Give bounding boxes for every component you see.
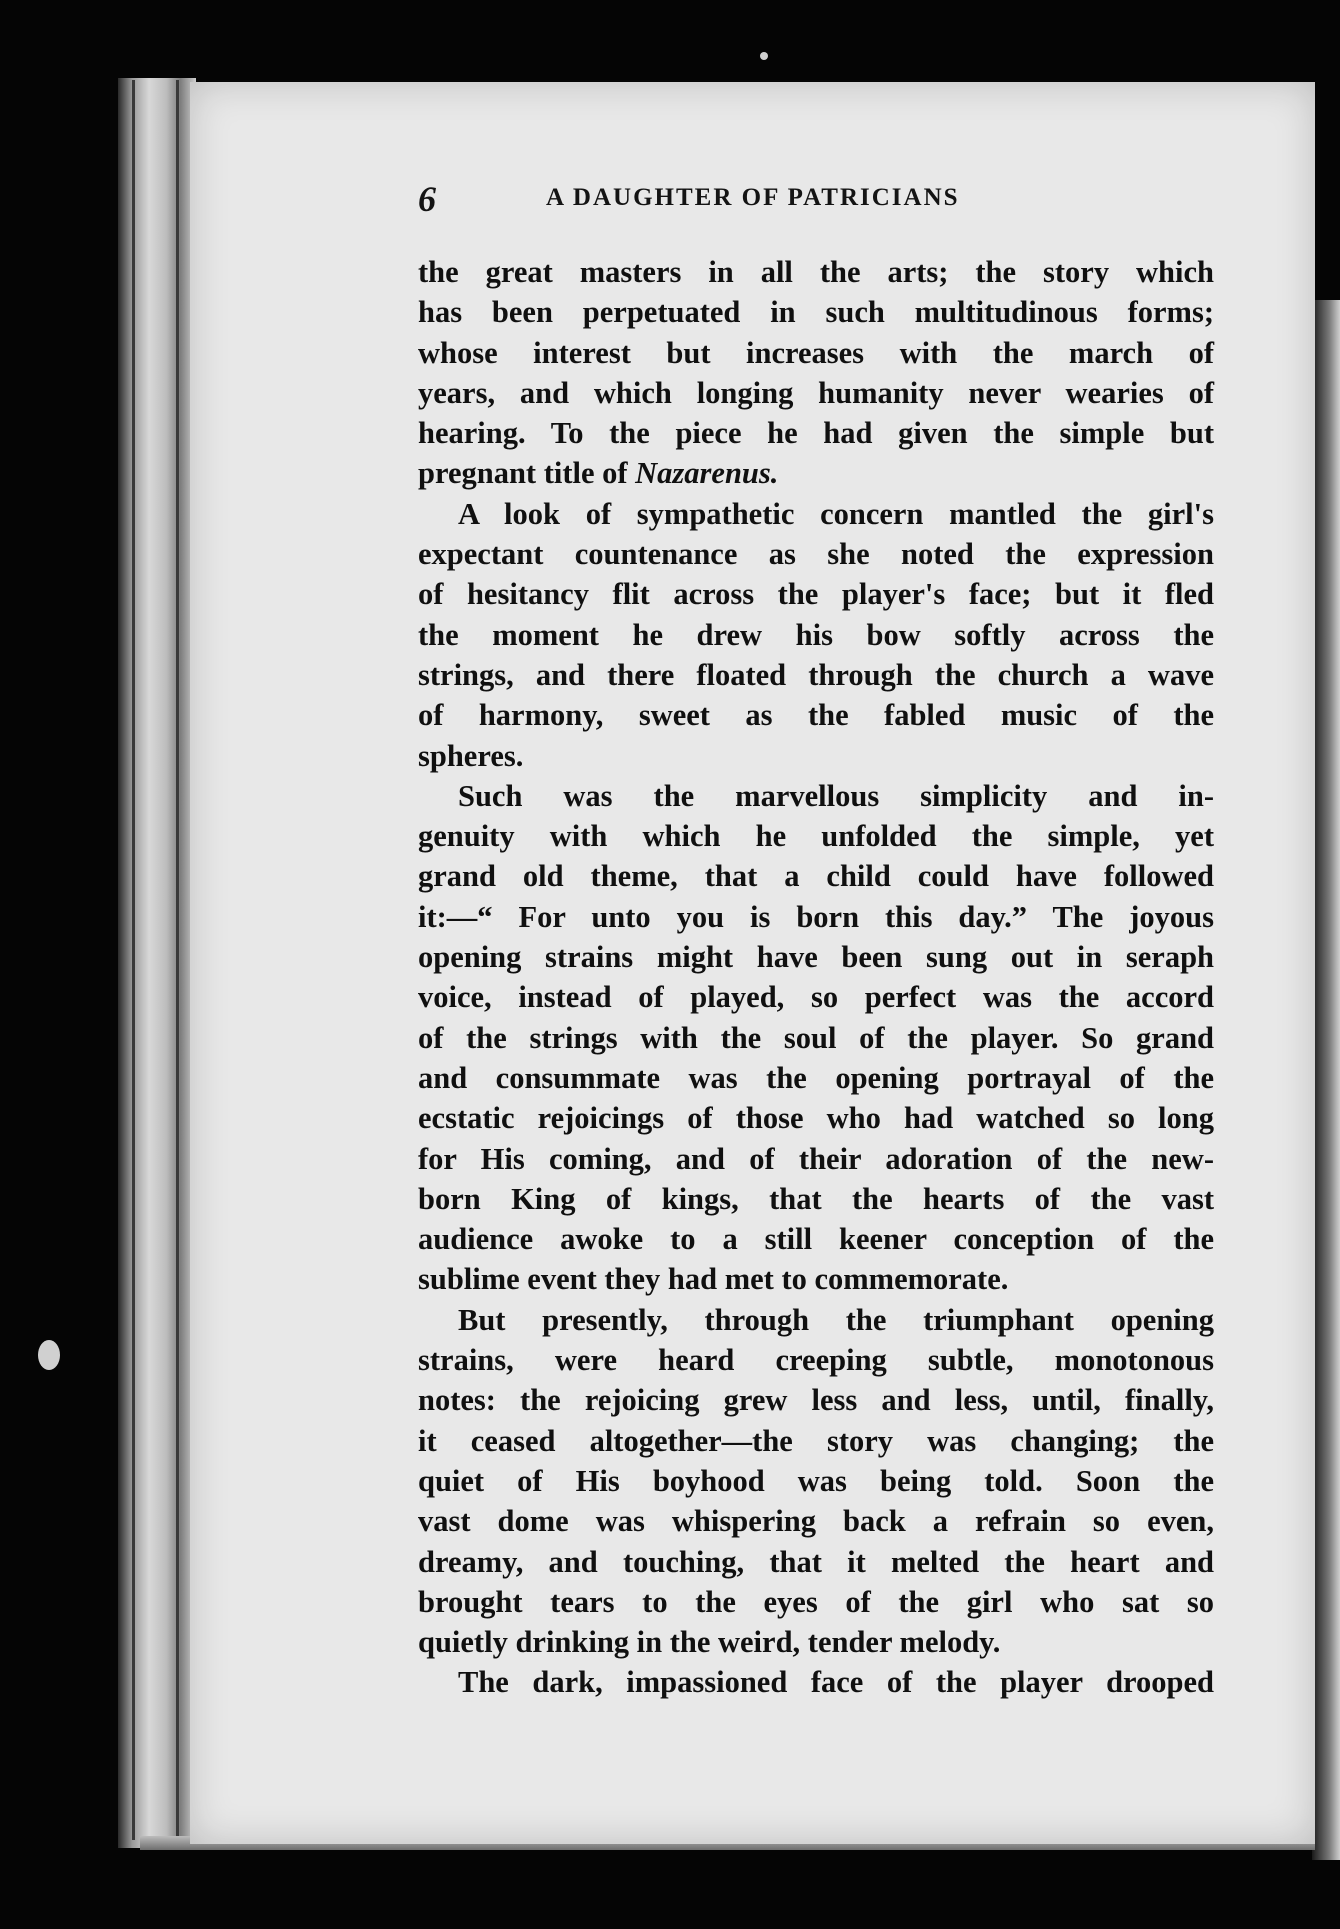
page-header	[418, 178, 1218, 226]
text-line	[418, 453, 1214, 493]
text-line	[418, 1622, 1214, 1662]
text-line-content: born King of kings, that the hearts of the vast	[418, 1181, 1214, 1216]
text-line-content: of the strings with the soul of the player. So grand	[418, 1020, 1214, 1055]
text-line-content: The dark, impassioned face of the player drooped	[458, 1665, 1214, 1700]
text-line-content: opening strains might have been sung out in seraph	[418, 940, 1214, 975]
text-line-content: grand old theme, that a child could have followed	[418, 859, 1214, 894]
text-line-content: Such was the marvellous simplicity and in-	[458, 778, 1214, 813]
text-line-content: genuity with which he unfolded the simple, yet	[418, 819, 1214, 854]
text-line-content: expectant countenance as she noted the expression	[418, 537, 1214, 572]
text-line	[418, 1259, 1214, 1299]
text-line	[418, 736, 1214, 776]
text-line-content: strings, and there floated through the church a wave	[418, 657, 1214, 692]
text-line	[418, 1340, 1214, 1380]
text-line-content: brought tears to the eyes of the girl who sat so	[418, 1584, 1214, 1619]
body-text	[418, 252, 1214, 1703]
text-line	[418, 776, 1214, 816]
text-line-content: pregnant title of	[418, 456, 628, 491]
text-line-content: voice, instead of played, so perfect was the accord	[418, 980, 1214, 1015]
text-line-content: quiet of His boyhood was being told. Soon the	[418, 1463, 1214, 1498]
text-line	[418, 1501, 1214, 1541]
text-line	[418, 816, 1214, 856]
text-line-content: spheres.	[418, 738, 524, 773]
text-line	[418, 897, 1214, 937]
text-line-content: dreamy, and touching, that it melted the heart and	[418, 1544, 1214, 1579]
text-line-content: hearing. To the piece he had given the simple but	[418, 416, 1214, 451]
text-line-content: has been perpetuated in such multitudinous forms;	[418, 295, 1214, 330]
book-spine	[118, 78, 196, 1848]
text-line-content: But presently, through the triumphant opening	[458, 1302, 1214, 1337]
text-line-content: the moment he drew his bow softly across the	[418, 617, 1214, 652]
text-line-content: it:—“ For unto you is born this day.” The joyous	[418, 899, 1214, 934]
text-line-content: A look of sympathetic concern mantled the girl's	[458, 496, 1214, 531]
text-line	[418, 615, 1214, 655]
text-line-content: it ceased altogether—the story was changing; the	[418, 1423, 1214, 1458]
text-line-content: whose interest but increases with the march of	[418, 335, 1214, 370]
text-line	[418, 373, 1214, 413]
text-line-content: the great masters in all the arts; the story which	[418, 255, 1214, 289]
text-line-content: quietly drinking in the weird, tender melody.	[418, 1625, 1001, 1660]
text-line	[418, 494, 1214, 534]
text-line	[418, 655, 1214, 695]
text-line	[418, 937, 1214, 977]
text-line	[418, 1421, 1214, 1461]
running-title: A DAUGHTER OF PATRICIANS	[546, 184, 960, 211]
text-line	[418, 977, 1214, 1017]
text-line-content: years, and which longing humanity never wearies of	[418, 375, 1214, 410]
text-line-content: strains, were heard creeping subtle, monotonous	[418, 1343, 1214, 1378]
page-right-edge	[1312, 300, 1340, 1860]
text-line	[418, 1018, 1214, 1058]
text-line	[418, 252, 1214, 292]
text-line	[418, 574, 1214, 614]
dust-speck	[760, 52, 768, 60]
dust-speck	[38, 1340, 60, 1370]
spine-edge-line	[132, 80, 135, 1840]
spine-edge-line	[176, 80, 179, 1840]
text-line	[418, 534, 1214, 574]
text-line	[418, 1058, 1214, 1098]
text-line-content: of hesitancy flit across the player's face; but it fled	[418, 577, 1214, 612]
text-line-content: audience awoke to a still keener conception of the	[418, 1222, 1214, 1257]
text-line	[418, 292, 1214, 332]
text-line-content: ecstatic rejoicings of those who had watched so long	[418, 1101, 1214, 1136]
text-line	[418, 1139, 1214, 1179]
text-line-content: sublime event they had met to commemorate.	[418, 1262, 1009, 1297]
text-line	[418, 1179, 1214, 1219]
text-line	[418, 413, 1214, 453]
text-line-content: notes: the rejoicing grew less and less, until, finally,	[418, 1383, 1214, 1418]
page-number: 6	[418, 179, 436, 219]
text-line	[418, 695, 1214, 735]
text-line-content: for His coming, and of their adoration of the new-	[418, 1141, 1214, 1176]
text-line	[418, 1098, 1214, 1138]
italic-title: Nazarenus.	[635, 456, 779, 491]
text-line	[418, 333, 1214, 373]
text-line-content: vast dome was whispering back a refrain so even,	[418, 1504, 1214, 1539]
text-line	[418, 856, 1214, 896]
text-line	[418, 1300, 1214, 1340]
text-line	[418, 1582, 1214, 1622]
text-line-content: and consummate was the opening portrayal of the	[418, 1060, 1214, 1095]
text-line	[418, 1461, 1214, 1501]
text-line	[418, 1542, 1214, 1582]
text-line	[418, 1219, 1214, 1259]
text-line	[418, 1380, 1214, 1420]
text-line	[418, 1662, 1214, 1702]
text-line-content: of harmony, sweet as the fabled music of the	[418, 698, 1214, 733]
